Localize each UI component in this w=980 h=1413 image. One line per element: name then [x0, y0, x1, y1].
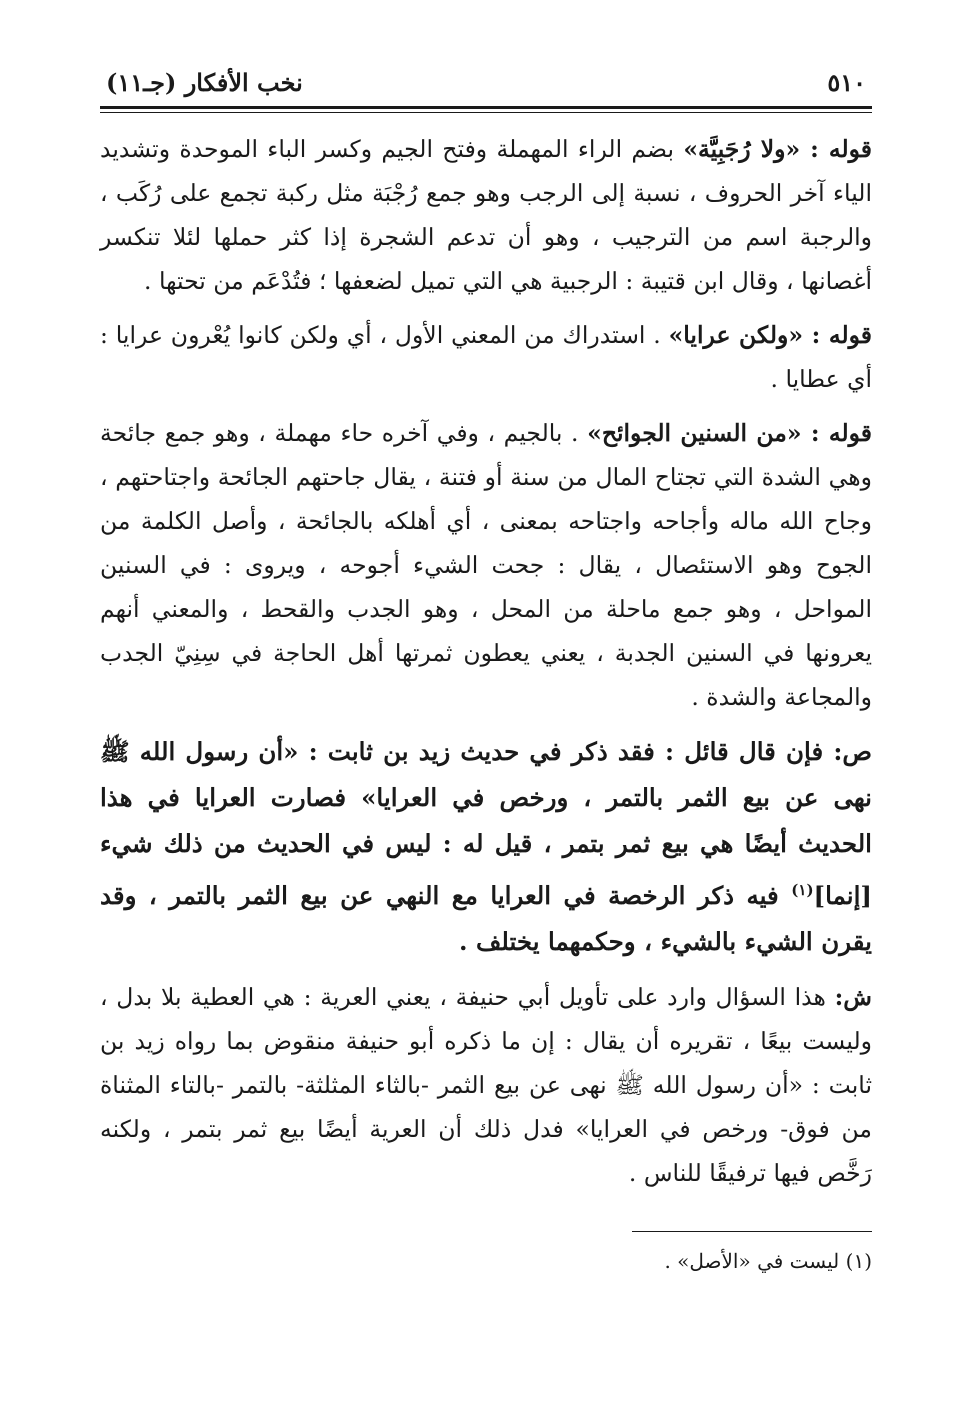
lemma: قوله : «ولكن عرايا» [668, 321, 872, 349]
paragraph-text: . استدراك من المعني الأول ، أي ولكن كانوا يُعْرون عرايا : أي عطايا . [100, 321, 872, 393]
running-head [100, 68, 872, 104]
lemma: قوله : «من السنين الجوائح» [587, 419, 872, 447]
paragraph-text: بضم الراء المهملة وفتح الجيم وكسر الباء الموحدة وتشديد الياء آخر الحروف ، نسبة إلى الرجب وهو جمع رُجْبَة مثل ركبة تجمع على رُكَب ، والرجبة اسم من الترجيب ، وهو أن تدعم الشجرة إذا كثر حملها لئلا تنكسر أغصانها ، وقال ابن قتيبة : الرجبية هي التي تميل لضعفها ؛ فتُدْعَم من تحتها . [100, 135, 872, 295]
main-text-block [100, 729, 872, 965]
book-title: نخب الأفكار (جـ١١) [106, 68, 303, 97]
footnote-separator [632, 1231, 872, 1232]
main-text-part: ص: فإن قال قائل : فقد ذكر في حديث زيد بن ثابت : «أن رسول الله ﷺ نهى عن بيع الثمر بالتمر ، ورخص في العرايا» فصارت العرايا في هذا الحديث أيضًا هي بيع ثمر بتمر ، قيل له : ليس في الحديث من ذلك شيء [إنما] [100, 737, 872, 911]
main-text-part: فيه ذكر الرخصة في العرايا مع النهي عن بيع الثمر بالتمر ، وقد يقرن الشيء بالشيء ، وحكمهما يختلف . [100, 881, 872, 957]
commentary-text: هذا السؤال وارد على تأويل أبي حنيفة ، يعني العرية : هي العطية بلا بدل ، وليست بيعًا ، تقريره أن يقال : إن ما ذكره أبو حنيفة منقوض بما رواه زيد بن ثابت : «أن رسول الله ﷺ نهى عن بيع الثمر -بالثاء المثلثة- بالتمر -بالتاء المثناة من فوق- ورخص في العرايا» فدل ذلك أن العرية أيضًا بيع ثمر بتمر ، ولكنه رَخَّص فيها ترفيقًا للناس . [100, 983, 872, 1188]
footnote: (١) ليست في «الأصل» . [664, 1249, 872, 1274]
commentary-marker: ش: [834, 983, 872, 1012]
paragraph [100, 127, 872, 303]
lemma: قوله : «ولا رُجَبِيَّة» [683, 135, 873, 163]
header-rule-thick [100, 106, 872, 109]
paragraph-text: . بالجيم ، وفي آخره حاء مهملة ، وهو جمع جائحة وهي الشدة التي تجتاح المال من سنة أو فتنة ، يقال جاحتهم الجائحة واجتاحتهم ، وجاح الله ماله وأجاحه واجتاحه بمعنى ، أي أهلكه بالجائحة ، وأصل الكلمة من الجوح وهو الاستئصال ، يقال : جحت الشيء أجوحه ، ويروى : في السنين المواحل ، وهو جمع ماحلة من المحل ، وهو الجدب والقحط ، والمعني أنهم يعرونها في السنين الجدبة ، يعني يعطون ثمرتها أهل الحاجة في سِنِيّ الجدب والمجاعة والشدة . [100, 419, 872, 711]
paragraph [100, 411, 872, 719]
footnote-ref[interactable]: (١) [791, 881, 814, 899]
paragraph [100, 313, 872, 401]
commentary-paragraph [100, 975, 872, 1195]
page-number: ٥١٠ [827, 68, 866, 97]
header-rule-thin [100, 112, 872, 113]
body-text [100, 127, 872, 1195]
